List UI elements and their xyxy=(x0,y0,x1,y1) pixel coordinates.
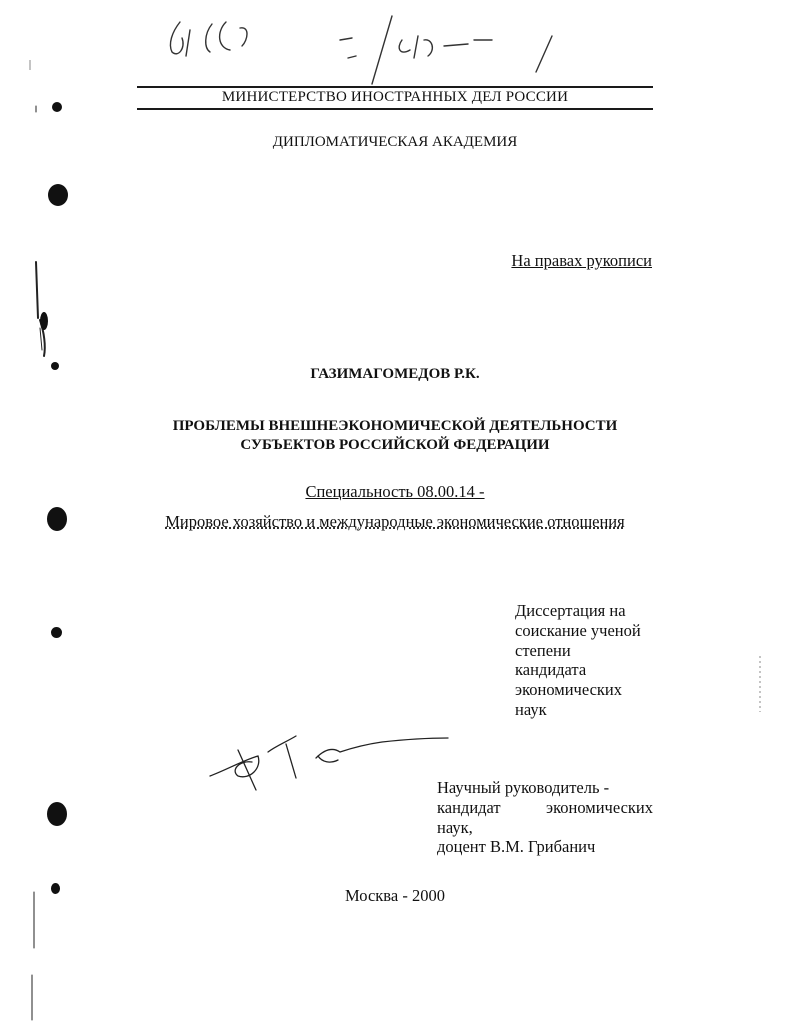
punch-hole-mark xyxy=(47,507,67,531)
punch-hole-mark xyxy=(52,102,62,112)
city-year: Москва - 2000 xyxy=(345,886,445,905)
top-rule xyxy=(137,86,653,88)
punch-hole-mark xyxy=(51,627,62,638)
supervisor-line: Научный руководитель - xyxy=(437,778,610,797)
punch-hole-mark xyxy=(47,802,67,826)
degree-line: кандидата xyxy=(515,660,587,680)
dissertation-title xyxy=(100,417,690,455)
supervisor-line: доцент В.М. Грибанич xyxy=(437,837,596,857)
degree-line: степени xyxy=(515,640,571,660)
supervisor-line: наук, xyxy=(437,817,473,837)
punch-hole-mark xyxy=(51,883,60,894)
specialty-name: Мировое хозяйство и международные экономические отношения xyxy=(165,512,625,531)
academy-name: ДИПЛОМАТИЧЕСКАЯ АКАДЕМИЯ xyxy=(272,134,518,150)
rights-note: На правах рукописи xyxy=(511,251,652,270)
degree-line: наук xyxy=(515,699,547,719)
punch-hole-mark xyxy=(48,184,68,206)
degree-line: экономических xyxy=(515,680,623,700)
author-name: ГАЗИМАГОМЕДОВ Р.К. xyxy=(310,366,480,382)
ministry-underline xyxy=(137,108,653,110)
specialty-code: Специальность 08.00.14 - xyxy=(305,482,485,501)
title-line-1: ПРОБЛЕМЫ ВНЕШНЕЭКОНОМИЧЕСКОЙ ДЕЯТЕЛЬНОСТИ xyxy=(172,418,618,434)
punch-hole-mark xyxy=(51,362,59,370)
ministry-name: МИНИСТЕРСТВО ИНОСТРАННЫХ ДЕЛ РОССИИ xyxy=(221,89,569,105)
degree-line: соискание ученой xyxy=(515,620,641,640)
punch-hole-mark xyxy=(40,312,48,330)
supervisor-block xyxy=(437,778,653,857)
title-line-2: СУБЪЕКТОВ РОССИЙСКОЙ ФЕДЕРАЦИИ xyxy=(240,437,550,453)
degree-line: Диссертация на xyxy=(515,601,626,620)
supervisor-line: кандидат экономических xyxy=(437,797,653,817)
dissertation-degree-block xyxy=(515,601,665,720)
